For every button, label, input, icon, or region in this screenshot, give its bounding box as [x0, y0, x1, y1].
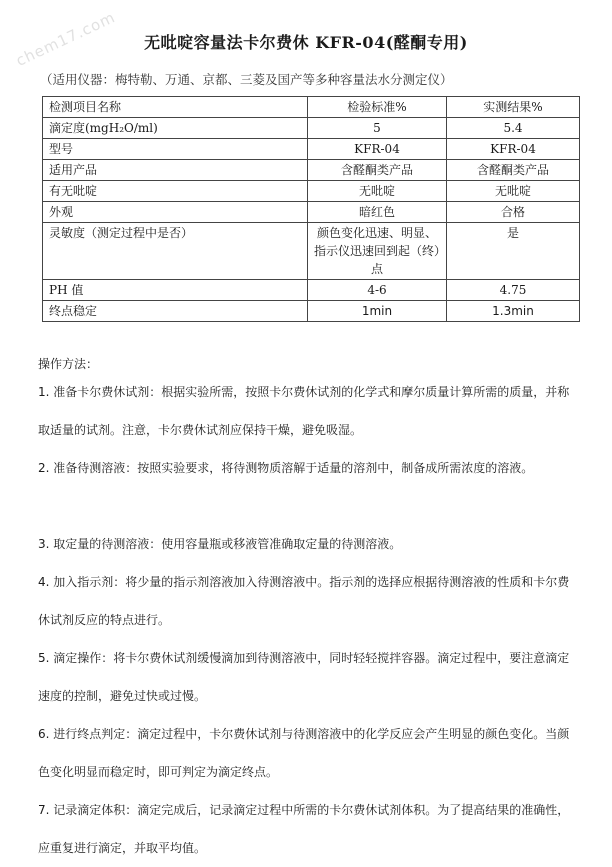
- step-2: 2. 准备待测溶液：按照实验要求，将待测物质溶解于适量的溶剂中，制备成所需浓度的溶液。: [38, 461, 534, 475]
- cell-standard: 无吡啶: [308, 181, 447, 202]
- document-subtitle: （适用仪器：梅特勒、万通、京都、三菱及国产等多种容量法水分测定仪）: [40, 72, 453, 87]
- table-row: [43, 139, 580, 160]
- header-item-name: 检测项目名称: [43, 97, 308, 118]
- cell-result: 是: [447, 223, 580, 280]
- table-row: [43, 202, 580, 223]
- table-row: [43, 280, 580, 301]
- table-row: [43, 118, 580, 139]
- cell-standard: 颜色变化迅速、明显、指示仪迅速回到起（终）点: [308, 223, 447, 280]
- table-row: [43, 160, 580, 181]
- cell-standard: 5: [308, 118, 447, 139]
- cell-item: 滴定度(mgH₂O/ml): [43, 118, 308, 139]
- cell-item: 终点稳定: [43, 301, 308, 322]
- cell-result: KFR-04: [447, 139, 580, 160]
- step-1: 1. 准备卡尔费休试剂：根据实验所需，按照卡尔费休试剂的化学式和摩尔质量计算所需的质量，并称取适量的试剂。注意，卡尔费休试剂应保持干燥，避免吸湿。: [38, 385, 570, 437]
- document-title: 无吡啶容量法卡尔费休 KFR-04(醛酮专用): [144, 33, 468, 52]
- table-row: [43, 181, 580, 202]
- cell-result: 合格: [447, 202, 580, 223]
- header-result: 实测结果%: [447, 97, 580, 118]
- operation-method-heading: 操作方法：: [38, 357, 99, 371]
- table-row: [43, 301, 580, 322]
- cell-result: 5.4: [447, 118, 580, 139]
- header-standard: 检验标准%: [308, 97, 447, 118]
- cell-item: 型号: [43, 139, 308, 160]
- cell-result: 无吡啶: [447, 181, 580, 202]
- step-6: 6. 进行终点判定：滴定过程中，卡尔费休试剂与待测溶液中的化学反应会产生明显的颜色变化。当颜色变化明显而稳定时，即可判定为滴定终点。: [38, 727, 570, 779]
- cell-item: 外观: [43, 202, 308, 223]
- cell-standard: 4-6: [308, 280, 447, 301]
- spec-table: [42, 96, 580, 322]
- step-3: 3. 取定量的待测溶液：使用容量瓶或移液管准确取定量的待测溶液。: [38, 537, 402, 551]
- cell-standard: 含醛酮类产品: [308, 160, 447, 181]
- step-4: 4. 加入指示剂：将少量的指示剂溶液加入待测溶液中。指示剂的选择应根据待测溶液的性质和卡尔费休试剂反应的特点进行。: [38, 575, 570, 627]
- cell-standard: 暗红色: [308, 202, 447, 223]
- cell-item: 有无吡啶: [43, 181, 308, 202]
- cell-result: 4.75: [447, 280, 580, 301]
- table-row: [43, 223, 580, 280]
- cell-result: 1.3min: [447, 301, 580, 322]
- table-header-row: [43, 97, 580, 118]
- step-5: 5. 滴定操作：将卡尔费休试剂缓慢滴加到待测溶液中，同时轻轻搅拌容器。滴定过程中，要注意滴定速度的控制，避免过快或过慢。: [38, 651, 570, 703]
- cell-standard: 1min: [308, 301, 447, 322]
- cell-result: 含醛酮类产品: [447, 160, 580, 181]
- watermark: chem17.com: [13, 8, 119, 70]
- cell-item: 灵敏度（测定过程中是否）: [43, 223, 308, 280]
- cell-standard: KFR-04: [308, 139, 447, 160]
- step-7: 7. 记录滴定体积：滴定完成后，记录滴定过程中所需的卡尔费休试剂体积。为了提高结果的准确性，应重复进行滴定，并取平均值。: [38, 803, 570, 855]
- cell-item: PH 值: [43, 280, 308, 301]
- cell-item: 适用产品: [43, 160, 308, 181]
